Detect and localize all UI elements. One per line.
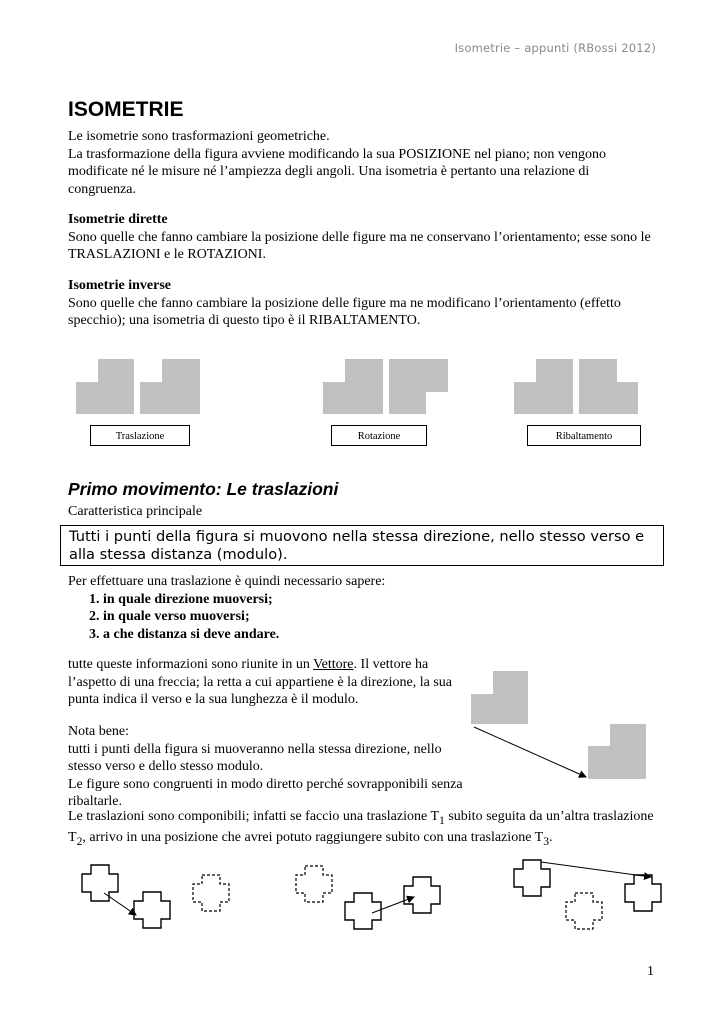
- translation-arrow: [541, 862, 651, 877]
- compose-sub-2: 2: [76, 835, 83, 849]
- translation-arrow: [104, 893, 136, 915]
- intro-line-2: La trasformazione della figura avviene modificando la sua POSIZIONE nel piano; non vengono modificate né le misure né l’ampiezza degli angoli. Una isometria è pertanto una relazione di congruenza.: [68, 146, 607, 197]
- dirette-heading: Isometrie dirette: [68, 212, 168, 227]
- section-subtitle: Caratteristica principale: [68, 504, 203, 519]
- dirette-text: Sono quelle che fanno cambiare la posizione delle figure ma ne conservano l’orientamento; esse sono le TRASLAZIONI e le ROTAZIONI.: [68, 229, 651, 263]
- compose-text-d: .: [549, 830, 553, 846]
- caption-rotazione: Rotazione: [331, 425, 427, 446]
- page-number: 1: [647, 964, 654, 979]
- compose-text-c: , arrivo in una posizione che avrei potuto raggiungere subito con una traslazione T: [82, 830, 544, 846]
- list-intro: Per effettuare una traslazione è quindi necessario sapere:: [68, 574, 386, 589]
- translation-arrow: [372, 897, 414, 913]
- cross-shape-dashed: [296, 866, 332, 902]
- cross-shape: [345, 893, 381, 929]
- vector-text-post: . Il vettore ha l’aspetto di una freccia; la retta a cui appartiene è la direzione, la sua punta indica il verso e la sua lunghezza è il modulo.: [68, 657, 453, 708]
- definition-box: Tutti i punti della figura si muovono nella stessa direzione, nello stesso verso e alla stessa distanza (modulo).: [60, 525, 664, 566]
- cross-shape: [404, 877, 440, 913]
- compose-text-a: Le traslazioni sono componibili; infatti se faccio una traslazione T: [68, 809, 440, 824]
- cross-shape: [82, 865, 118, 901]
- inverse-heading: Isometrie inverse: [68, 278, 172, 293]
- cross-shape-dashed: [193, 875, 229, 911]
- list-item: 3. a che distanza si deve andare.: [89, 626, 280, 642]
- cross-shape-dashed: [566, 893, 602, 929]
- running-header: Isometrie – appunti (RBossi 2012): [454, 41, 656, 55]
- congruent-text: Le figure sono congruenti in modo diretto perché sovrapponibili senza ribaltarle.: [68, 776, 463, 810]
- cross-shape: [625, 875, 661, 911]
- section-title: Primo movimento: Le traslazioni: [68, 479, 339, 499]
- cross-shape: [134, 892, 170, 928]
- vector-word: Vettore: [313, 657, 354, 672]
- inverse-text: Sono quelle che fanno cambiare la posizione delle figure ma ne modificano l’orientamento (effetto specchio); una isometria di questo tipo è il RIBALTAMENTO.: [68, 295, 621, 329]
- vector-text-pre: tutte queste informazioni sono riunite in un: [68, 657, 314, 672]
- nota-text: tutti i punti della figura si muoveranno nella stessa direzione, nello stesso verso e dello stesso modulo.: [68, 741, 442, 775]
- caption-ribaltamento: Ribaltamento: [527, 425, 641, 446]
- list-item: 1. in quale direzione muoversi;: [89, 591, 273, 607]
- nota-heading: Nota bene:: [68, 724, 130, 739]
- compose-sub-1: 1: [439, 813, 445, 827]
- caption-traslazione: Traslazione: [90, 425, 190, 446]
- list-item: 2. in quale verso muoversi;: [89, 609, 250, 625]
- intro-line-1: Le isometrie sono trasformazioni geometriche.: [68, 129, 330, 144]
- compose-sub-3: 3: [543, 835, 550, 849]
- cross-shape: [514, 860, 550, 896]
- page-title: ISOMETRIE: [68, 98, 184, 121]
- compose-text-b: subito seguita da un’altra traslazione T: [68, 809, 654, 846]
